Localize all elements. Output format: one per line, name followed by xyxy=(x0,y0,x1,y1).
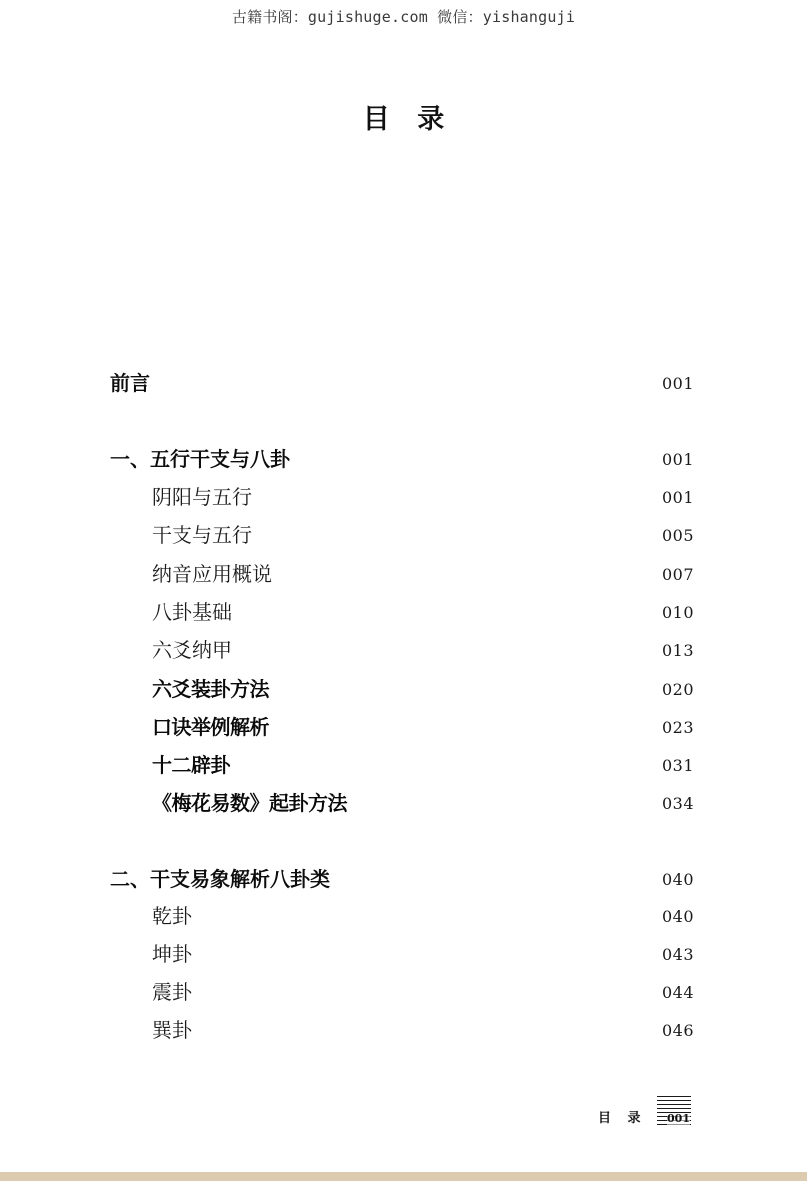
toc-entry-title: 八卦基础 xyxy=(152,600,232,624)
toc-entry-page: 046 xyxy=(661,1021,694,1040)
toc-entry-page: 001 xyxy=(661,450,694,469)
toc-entry-title: 一、五行干支与八卦 xyxy=(110,447,290,471)
toc-entry-title: 六爻纳甲 xyxy=(152,638,232,662)
toc-entry xyxy=(110,752,694,778)
toc-entry-title: 二、干支易象解析八卦类 xyxy=(110,867,330,891)
toc-entry xyxy=(110,676,694,702)
toc-entry-title: 六爻装卦方法 xyxy=(152,677,269,701)
toc-entry xyxy=(110,714,694,740)
toc-entry-page: 007 xyxy=(661,565,694,584)
toc-entry xyxy=(110,599,694,625)
toc-entry-title: 十二辟卦 xyxy=(152,753,230,777)
toc-entry xyxy=(110,484,694,510)
toc-entry-title: 口诀举例解析 xyxy=(152,715,269,739)
bottom-edge-strip xyxy=(0,1172,807,1181)
toc-section-preface xyxy=(110,370,694,396)
toc-entry-page: 013 xyxy=(661,641,694,660)
toc-entry xyxy=(110,979,694,1005)
toc-entry-title: 坤卦 xyxy=(152,942,192,966)
toc-entry-page: 001 xyxy=(661,488,694,507)
folio-ornament xyxy=(657,1096,691,1127)
toc-entry-page: 040 xyxy=(661,870,694,889)
toc-entry-title: 干支与五行 xyxy=(152,523,252,547)
toc-section-heading xyxy=(110,866,694,892)
watermark-text: 古籍书阁：gujishuge.com 微信：yishanguji xyxy=(231,8,576,26)
running-head: 目 录 xyxy=(598,1111,641,1126)
toc-entry-page: 031 xyxy=(661,756,694,775)
page-number: 001 xyxy=(667,1112,690,1125)
toc-entry xyxy=(110,522,694,548)
toc-entry-title: 阴阳与五行 xyxy=(152,485,252,509)
toc-section-heading xyxy=(110,446,694,472)
toc-entry-title: 前言 xyxy=(110,371,150,395)
toc-entry-page: 034 xyxy=(661,794,694,813)
toc-entry xyxy=(110,941,694,967)
toc-entry-title: 乾卦 xyxy=(152,904,192,928)
toc-entry xyxy=(110,790,694,816)
toc-entry-page: 020 xyxy=(661,680,694,699)
toc-entry xyxy=(110,1017,694,1043)
toc-entry xyxy=(110,903,694,929)
toc-entry-title: 纳音应用概说 xyxy=(152,562,272,586)
toc-entry-page: 040 xyxy=(661,907,694,926)
toc-entry-page: 001 xyxy=(661,374,694,393)
toc-entry-page: 043 xyxy=(661,945,694,964)
toc-entry-title: 《梅花易数》起卦方法 xyxy=(152,791,347,815)
toc-entry-title: 震卦 xyxy=(152,980,192,1004)
toc-entry-page: 023 xyxy=(661,718,694,737)
toc-entry-page: 010 xyxy=(661,603,694,622)
toc-entry xyxy=(110,637,694,663)
page-title: 目 录 xyxy=(362,104,445,135)
toc-entry-page: 044 xyxy=(661,983,694,1002)
toc-entry-page: 005 xyxy=(661,526,694,545)
toc-entry-title: 巽卦 xyxy=(152,1018,192,1042)
toc-entry xyxy=(110,561,694,587)
